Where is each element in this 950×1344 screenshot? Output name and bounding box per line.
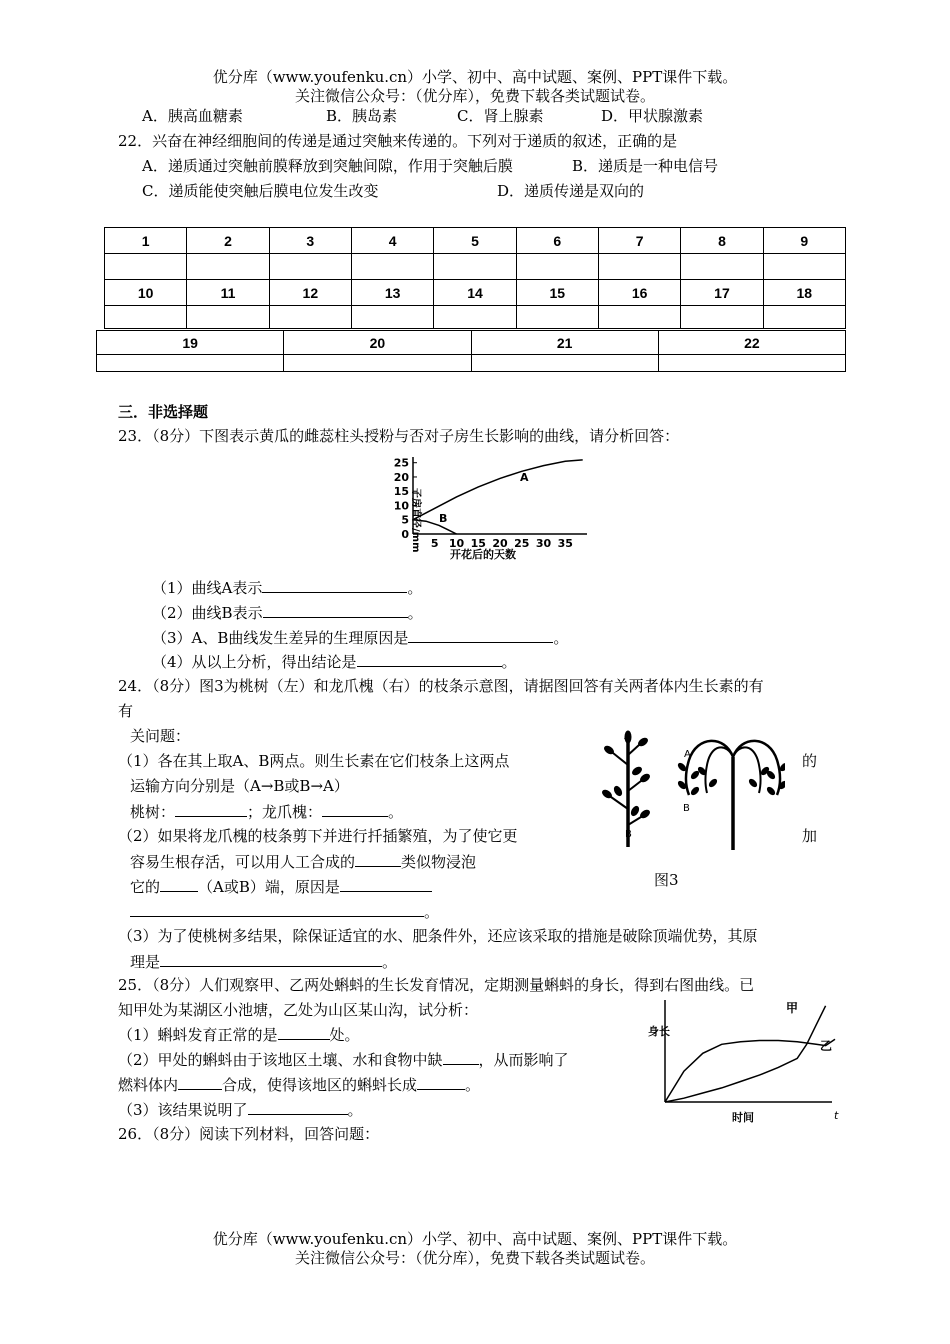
answer-blank[interactable] bbox=[130, 901, 424, 917]
table-cell: 1 bbox=[105, 228, 187, 254]
q22-option-c: C．递质能使突触后膜电位发生改变 bbox=[142, 182, 379, 200]
table-cell: 17 bbox=[681, 280, 763, 306]
q24-sub-2a: （2）如果将龙爪槐的枝条剪下并进行扦插繁殖，为了使它更 bbox=[118, 827, 518, 845]
table-cell: 21 bbox=[471, 331, 658, 355]
answer-blank[interactable] bbox=[443, 1049, 479, 1065]
ovary-growth-chart bbox=[365, 454, 595, 564]
curve-jia-label: 甲 bbox=[786, 1001, 799, 1015]
q25-sub-1: （1）蝌蚪发育正常的是 处。 bbox=[118, 1026, 360, 1044]
section-title: 三．非选择题 bbox=[118, 403, 209, 421]
answer-cell[interactable] bbox=[105, 306, 187, 329]
curve-a-label: A bbox=[520, 471, 529, 484]
pagoda-point-a: A bbox=[684, 749, 691, 760]
answer-cell[interactable] bbox=[434, 254, 516, 280]
y-axis-label: 子房直径/mm bbox=[410, 488, 421, 553]
answer-blank[interactable] bbox=[160, 951, 382, 967]
answer-blank[interactable] bbox=[340, 876, 432, 892]
answer-cell[interactable] bbox=[351, 306, 433, 329]
y-tick-label: 15 bbox=[393, 485, 409, 499]
answer-blank[interactable] bbox=[322, 801, 388, 817]
answer-blank[interactable] bbox=[248, 1099, 348, 1115]
q24-sub-2-tail: 加 bbox=[802, 827, 818, 845]
x-tick-label: 20 bbox=[492, 537, 508, 550]
peach-point-a: A bbox=[624, 731, 631, 742]
q23-sub-2: （2）曲线B表示 。 bbox=[152, 604, 423, 622]
header-line-1: 优分库（www.youfenku.cn）小学、初中、高中试题、案例、PPT课件下载。 bbox=[212, 68, 738, 86]
footer-line-1: 优分库（www.youfenku.cn）小学、初中、高中试题、案例、PPT课件下载。 bbox=[212, 1230, 738, 1248]
answer-cell[interactable] bbox=[658, 355, 845, 372]
q22-option-a: A．递质通过突触前膜释放到突触间隙，作用于突触后膜 bbox=[142, 157, 513, 175]
q25-stem-1: 25．（8分）人们观察甲、乙两处蝌蚪的生长发育情况，定期测量蝌蚪的身长，得到右图曲线。已 bbox=[118, 976, 755, 994]
answer-blank[interactable] bbox=[178, 1074, 222, 1090]
tadpole-growth-chart bbox=[640, 996, 845, 1126]
answer-table-top bbox=[104, 227, 846, 329]
q25-sub-2: （2）甲处的蝌蚪由于该地区土壤、水和食物中缺 ，从而影响了 bbox=[118, 1051, 569, 1069]
q24-stem-2: 关问题： bbox=[130, 727, 191, 745]
table-cell: 13 bbox=[351, 280, 433, 306]
q23-sub-3: （3）A、B曲线发生差异的生理原因是 。 bbox=[152, 629, 569, 647]
q24-sub-1a: （1）各在其上取A、B两点。则生长素在它们枝条上这两点 bbox=[118, 752, 510, 770]
curve-yi bbox=[665, 1039, 835, 1102]
q25-stem-2: 知甲处为某湖区小池塘，乙处为山区某山沟，试分析： bbox=[118, 1001, 479, 1019]
pagoda-point-b: B bbox=[683, 803, 690, 814]
answer-blank[interactable] bbox=[408, 627, 553, 643]
answer-cell[interactable] bbox=[269, 306, 351, 329]
answer-cell[interactable] bbox=[681, 306, 763, 329]
q21-option-b: B．胰岛素 bbox=[326, 107, 398, 125]
q22-option-d: D．递质传递是双向的 bbox=[497, 182, 645, 200]
answer-blank[interactable] bbox=[262, 577, 407, 593]
q26-stem: 26．（8分）阅读下列材料，回答问题： bbox=[118, 1125, 380, 1143]
table-cell: 18 bbox=[763, 280, 845, 306]
answer-cell[interactable] bbox=[471, 355, 658, 372]
table-cell: 11 bbox=[187, 280, 269, 306]
table-cell: 19 bbox=[97, 331, 284, 355]
q25-sub-2b: 燃料体内 合成，使得该地区的蝌蚪长成 。 bbox=[118, 1076, 481, 1094]
answer-cell[interactable] bbox=[598, 254, 680, 280]
answer-cell[interactable] bbox=[284, 355, 471, 372]
table-cell: 14 bbox=[434, 280, 516, 306]
answer-cell[interactable] bbox=[187, 306, 269, 329]
q24-sub-1-tail: 的 bbox=[802, 752, 818, 770]
table-cell: 6 bbox=[516, 228, 598, 254]
curve-b-label: B bbox=[439, 512, 448, 525]
table-cell: 3 bbox=[269, 228, 351, 254]
table-cell: 5 bbox=[434, 228, 516, 254]
q24-sub-1c: 桃树： ；龙爪槐： 。 bbox=[130, 803, 404, 821]
x-tick-label: 15 bbox=[470, 537, 486, 550]
x-tick-label: 25 bbox=[514, 537, 530, 550]
q24-stem-wrap: 有 bbox=[118, 702, 134, 720]
answer-table-bottom bbox=[96, 330, 846, 372]
pagoda-tree-illustration bbox=[676, 741, 785, 850]
q23-stem: 23．（8分）下图表示黄瓜的雌蕊柱头授粉与否对子房生长影响的曲线，请分析回答： bbox=[118, 427, 680, 445]
table-cell: 7 bbox=[598, 228, 680, 254]
y-tick-label: 0 bbox=[401, 528, 409, 541]
q21-option-d: D．甲状腺激素 bbox=[601, 107, 704, 125]
answer-blank[interactable] bbox=[263, 602, 408, 618]
table-cell: 4 bbox=[351, 228, 433, 254]
answer-cell[interactable] bbox=[269, 254, 351, 280]
y-tick-label: 25 bbox=[393, 456, 409, 470]
answer-cell[interactable] bbox=[763, 254, 845, 280]
answer-blank[interactable] bbox=[160, 876, 198, 892]
x-tick-label: 5 bbox=[430, 537, 439, 550]
curve-yi-label: 乙 bbox=[820, 1039, 833, 1053]
table-cell: 2 bbox=[187, 228, 269, 254]
table-cell: 9 bbox=[763, 228, 845, 254]
q23-sub-1: （1）曲线A表示 。 bbox=[152, 579, 423, 597]
answer-cell[interactable] bbox=[681, 254, 763, 280]
curve-jia bbox=[665, 1006, 826, 1102]
q24-sub-3a: （3）为了使桃树多结果，除保证适宜的水、肥条件外，还应该采取的措施是破除顶端优势，其原 bbox=[118, 927, 758, 945]
q24-sub-1b: 运输方向分别是（A→B或B→A） bbox=[130, 777, 349, 795]
y-tick-label: 5 bbox=[401, 513, 409, 527]
table-cell: 10 bbox=[105, 280, 187, 306]
answer-blank[interactable] bbox=[417, 1074, 465, 1090]
q22-option-b: B．递质是一种电信号 bbox=[572, 157, 719, 175]
x-tick-label: 35 bbox=[557, 537, 573, 550]
y-axis-label: 身长 bbox=[648, 1025, 670, 1038]
answer-blank[interactable] bbox=[355, 851, 401, 867]
x-axis-label: 时间 bbox=[732, 1111, 754, 1124]
q24-sub-2d: 。 bbox=[130, 901, 439, 922]
answer-cell[interactable] bbox=[187, 254, 269, 280]
q21-option-a: A．胰高血糖素 bbox=[142, 107, 243, 125]
q24-sub-2b: 容易生根存活，可以用人工合成的 类似物浸泡 bbox=[130, 853, 477, 871]
x-tick-label: 10 bbox=[448, 537, 465, 550]
table-cell: 22 bbox=[658, 331, 845, 355]
answer-blank[interactable] bbox=[175, 801, 247, 817]
table-cell: 8 bbox=[681, 228, 763, 254]
footer-line-2: 关注微信公众号：（优分库），免费下载各类试题试卷。 bbox=[294, 1249, 655, 1267]
table-cell: 20 bbox=[284, 331, 471, 355]
q22-stem: 22．兴奋在神经细胞间的传递是通过突触来传递的。下列对于递质的叙述，正确的是 bbox=[118, 132, 678, 150]
peach-point-b: B bbox=[625, 829, 632, 840]
answer-cell[interactable] bbox=[105, 254, 187, 280]
q25-sub-3: （3）该结果说明了 。 bbox=[118, 1101, 363, 1119]
table-cell: 16 bbox=[598, 280, 680, 306]
answer-cell[interactable] bbox=[598, 306, 680, 329]
y-tick-label: 10 bbox=[393, 499, 409, 513]
q24-stem: 24．（8分）图3为桃树（左）和龙爪槐（右）的枝条示意图，请据图回答有关两者体内生长素的有 bbox=[118, 677, 764, 695]
q24-sub-3b: 理是 。 bbox=[130, 953, 398, 971]
q23-sub-4: （4）从以上分析，得出结论是 。 bbox=[152, 653, 517, 671]
answer-blank[interactable] bbox=[357, 651, 502, 667]
answer-cell[interactable] bbox=[351, 254, 433, 280]
x-tick-label: 30 bbox=[535, 537, 552, 550]
answer-blank[interactable] bbox=[278, 1024, 330, 1040]
q21-option-c: C．肾上腺素 bbox=[457, 107, 544, 125]
q24-sub-2c: 它的 （A或B）端，原因是 bbox=[130, 876, 432, 897]
answer-cell[interactable] bbox=[516, 306, 598, 329]
table-cell: 15 bbox=[516, 280, 598, 306]
answer-cell[interactable] bbox=[763, 306, 845, 329]
answer-cell[interactable] bbox=[434, 306, 516, 329]
x-axis-symbol: t bbox=[834, 1109, 839, 1122]
figure-3-caption: 图3 bbox=[654, 871, 679, 889]
table-cell: 12 bbox=[269, 280, 351, 306]
answer-cell[interactable] bbox=[97, 355, 284, 372]
figure-3-branches bbox=[585, 725, 785, 855]
curve-a bbox=[413, 460, 583, 520]
header-line-2: 关注微信公众号：（优分库），免费下载各类试题试卷。 bbox=[294, 87, 655, 105]
x-axis-label: 开花后的天数 bbox=[450, 548, 516, 561]
y-tick-label: 20 bbox=[393, 470, 409, 484]
answer-cell[interactable] bbox=[516, 254, 598, 280]
